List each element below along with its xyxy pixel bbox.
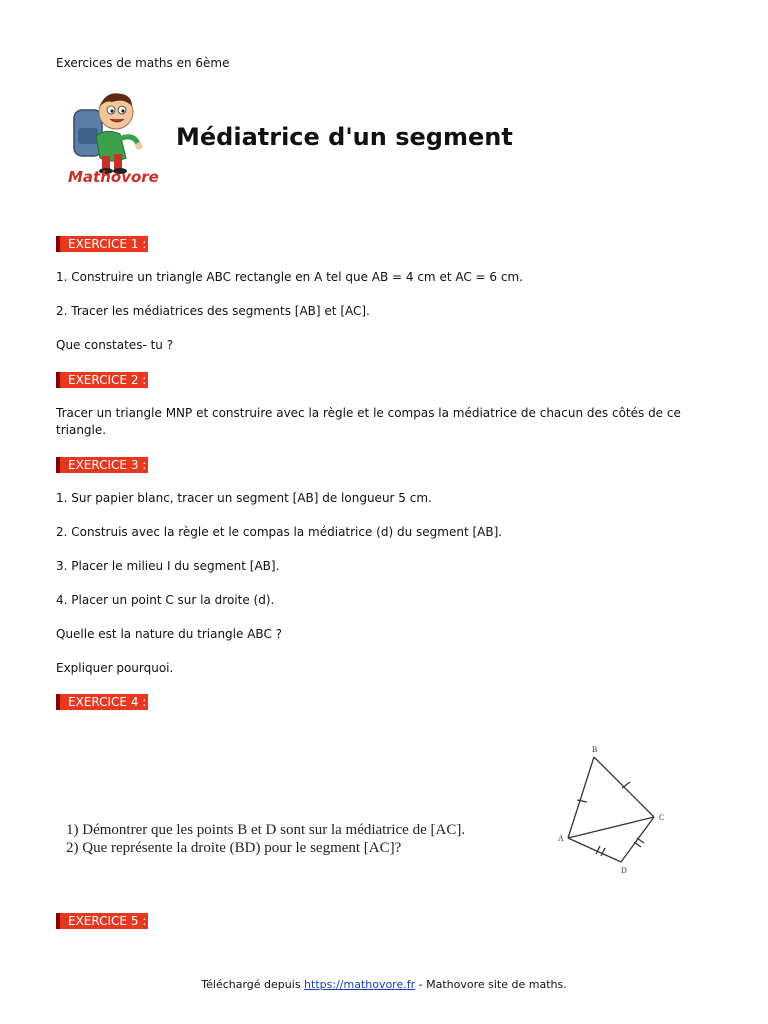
- exercise-1-header: EXERCICE 1 :: [56, 236, 148, 252]
- exercise-3-line-5: Quelle est la nature du triangle ABC ?: [56, 627, 283, 641]
- page-footer: [0, 977, 768, 993]
- kite-figure: [568, 757, 654, 862]
- exercise-3-line-3: 3. Placer le milieu I du segment [AB].: [56, 559, 280, 573]
- tick-bc: [622, 782, 630, 788]
- exercise-3-line-4: 4. Placer un point C sur la droite (d).: [56, 593, 275, 607]
- segment-ad: [568, 838, 621, 862]
- tick-dc-2: [637, 838, 644, 843]
- exercise-3-header: EXERCICE 3 :: [56, 457, 148, 473]
- exercise-1-line-3: Que constates- tu ?: [56, 338, 174, 352]
- point-label-d: D: [621, 866, 627, 875]
- exercise-3-line-2: 2. Construis avec la règle et le compas la médiatrice (d) du segment [AB].: [56, 525, 503, 539]
- exercise-4-question-1: 1) Démontrer que les points B et D sont sur la médiatrice de [AC].: [66, 822, 466, 838]
- point-label-a: A: [558, 834, 564, 843]
- tick-dc-1: [634, 842, 641, 847]
- exercise-5-header: EXERCICE 5 :: [56, 913, 148, 929]
- exercise-3-line-6: Expliquer pourquoi.: [56, 661, 174, 675]
- segment-ba: [568, 757, 594, 838]
- logo-wordmark: Mathovore: [68, 168, 159, 186]
- footer-prefix: Téléchargé depuis: [201, 978, 305, 991]
- exercise-1-line-1: 1. Construire un triangle ABC rectangle en A tel que AB = 4 cm et AC = 6 cm.: [56, 270, 523, 284]
- exercise-2-line-1: Tracer un triangle MNP et construire avec la règle et le compas la médiatrice de chacun des côtés de ce triangle.: [56, 406, 681, 437]
- exercise-4-header: EXERCICE 4 :: [56, 694, 148, 710]
- exercise-4-question-2: 2) Que représente la droite (BD) pour le segment [AC]?: [66, 840, 402, 856]
- document-header: Exercices de maths en 6ème: [56, 56, 230, 70]
- exercise-3-line-1: 1. Sur papier blanc, tracer un segment [AB] de longueur 5 cm.: [56, 491, 432, 505]
- footer-suffix: - Mathovore site de maths.: [415, 978, 567, 991]
- exercise-2-header: EXERCICE 2 :: [56, 372, 148, 388]
- point-label-c: C: [659, 813, 665, 822]
- tick-ba: [577, 800, 587, 802]
- exercise-4-scanned-figure: [56, 740, 686, 880]
- mathovore-logo: [66, 88, 162, 188]
- page-title: Médiatrice d'un segment: [176, 123, 513, 151]
- point-label-b: B: [592, 745, 598, 754]
- exercise-1-line-2: 2. Tracer les médiatrices des segments [AB] et [AC].: [56, 304, 370, 318]
- footer-link[interactable]: https://mathovore.fr: [304, 978, 416, 991]
